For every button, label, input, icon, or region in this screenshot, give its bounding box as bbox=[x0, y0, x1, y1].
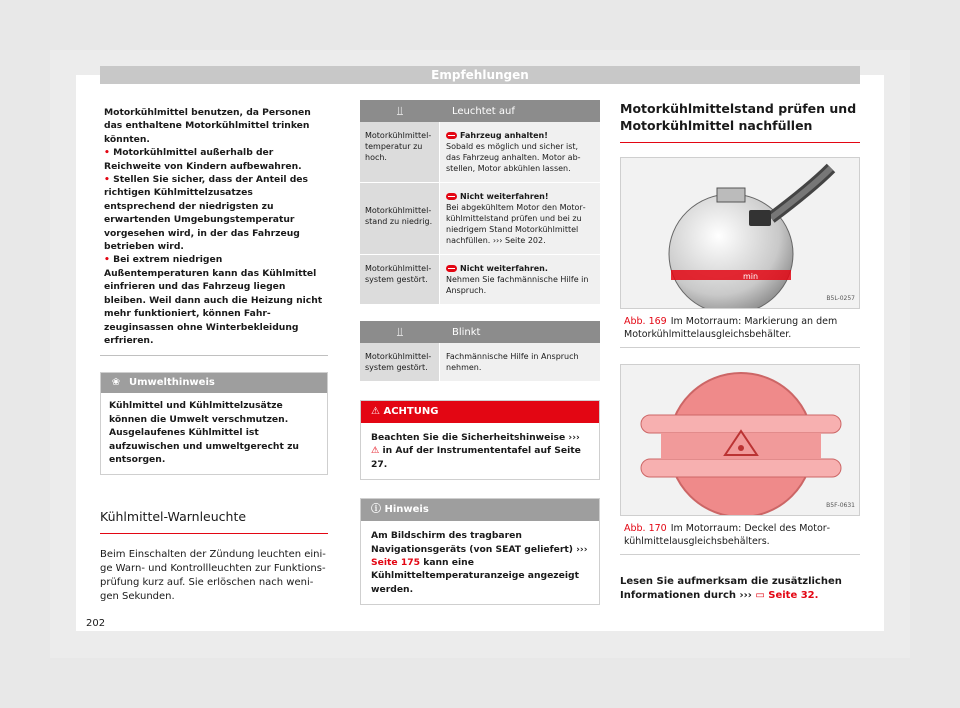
section-title: Motorkühlmittelstand prüfen und Motorkühlmittel nachfüllen bbox=[620, 100, 860, 143]
page-link[interactable]: Seite 175 bbox=[371, 557, 420, 569]
warning-table-blink bbox=[360, 321, 600, 382]
table-row: Motorkühlmittelsystem gestört. Nicht weiterfahren. Nehmen Sie fachmännische Hilfe in Anspruch. bbox=[360, 255, 600, 305]
reference-note: Lesen Sie aufmerksam die zusätzlichen Informationen durch ››› ▭ Seite 32. bbox=[620, 576, 842, 601]
table-row: Motorkühlmittelsystem gestört. Fachmännische Hilfe in Anspruch nehmen. bbox=[360, 343, 600, 382]
figure-caption: Abb. 169 Im Motorraum: Markierung an dem Motorkühlmittelausgleichsbehälter. bbox=[620, 309, 860, 348]
note-box: ⓘ Hinweis Am Bildschirm des tragbaren Navigationsgeräts (von SEAT geliefert) ››› Seite 175 kann eine Kühlmitteltemperaturanzeige angezeigt werden. bbox=[360, 498, 600, 605]
warning-table-on bbox=[360, 100, 600, 305]
column-middle bbox=[360, 100, 600, 605]
info-icon: ⓘ bbox=[371, 504, 385, 516]
warning-light-icon bbox=[446, 193, 457, 200]
caution-box: ⚠ ACHTUNG Beachten Sie die Sicherheitshinweise ››› ⚠ in Auf der Instrumententafel auf Seite 27. bbox=[360, 400, 600, 480]
table-header: Leuchtet auf bbox=[452, 105, 515, 117]
warning-item: • Bei extrem niedrigen Außentemperaturen kann das Kühlmittel einfrieren und das Fahrzeug liegen bleiben. Weil dann auch die Heizung nicht mehr funktioniert, können Fahrzeuginsassen ohne Winterbekleidung erfrieren. bbox=[104, 254, 323, 346]
section-title: Kühlmittel-Warnleuchte bbox=[100, 509, 328, 534]
page-link[interactable]: Seite 32. bbox=[768, 590, 819, 601]
figure-coolant-reservoir bbox=[620, 157, 860, 309]
warning-light-icon bbox=[446, 132, 457, 139]
warning-continuation bbox=[100, 100, 328, 356]
figure-code: B5L-0257 bbox=[826, 295, 855, 302]
note-title: Hinweis bbox=[384, 504, 429, 516]
table-row: Motorkühlmitteltemperatur zu hoch. Fahrzeug anhalten! Sobald es möglich und sicher ist, das Fahrzeug anhalten. Motor abstellen, Motor abkühlen lassen. bbox=[360, 122, 600, 183]
warning-triangle-icon: ⚠ bbox=[371, 406, 384, 417]
warning-item: • Motorkühlmittel außerhalb der Reichweite von Kindern aufbewahren. bbox=[104, 147, 302, 172]
environment-title: Umwelthinweis bbox=[129, 377, 215, 389]
environment-note bbox=[100, 372, 328, 475]
figure-caption: Abb. 170 Im Motorraum: Deckel des Motorkühlmittelausgleichsbehälters. bbox=[620, 516, 860, 555]
environment-icon: ❀ bbox=[111, 377, 121, 389]
environment-text: Kühlmittel und Kühlmittelzusätze können die Umwelt verschmutzen. Ausgelaufenes Kühlmittel ist aufzuwischen und umweltgerecht zu entsorgen. bbox=[109, 400, 299, 465]
page-header: Empfehlungen bbox=[100, 66, 860, 84]
coolant-temp-icon: ⫫ bbox=[396, 103, 404, 118]
section-text: Beim Einschalten der Zündung leuchten einige Warn- und Kontrollleuchten zur Funktionsprüfung kurz auf. Sie erlöschen nach wenigen Sekunden. bbox=[100, 549, 326, 603]
column-left bbox=[100, 100, 328, 604]
figure-reservoir-cap bbox=[620, 364, 860, 516]
warning-triangle-icon: ⚠ bbox=[371, 445, 380, 457]
figure-code: B5F-0631 bbox=[826, 502, 855, 509]
coolant-temp-icon: ⫫ bbox=[396, 324, 404, 339]
warning-item: • Stellen Sie sicher, dass der Anteil des richtigen Kühlmittelzusatzes entsprechend der niedrigsten zu erwartenden Umgebungstemperatur vorgesehen wird, in der das Fahrzeug betrieben wird. bbox=[104, 174, 308, 253]
book-icon: ▭ bbox=[755, 590, 765, 601]
table-row: Motorkühlmittelstand zu niedrig. Nicht weiterfahren! Bei abgekühltem Motor den Motorkühlmittelstand prüfen und bei zu niedrigem Stand Motorkühlmittel nachfüllen. ››› Seite 202. bbox=[360, 183, 600, 255]
warning-intro: Motorkühlmittel benutzen, da Personen das enthaltene Motorkühlmittel trinken könnten. bbox=[104, 107, 311, 145]
warning-light-icon bbox=[446, 265, 457, 272]
caution-title: ACHTUNG bbox=[383, 406, 439, 417]
svg-text:min: min bbox=[743, 272, 759, 281]
table-header: Blinkt bbox=[452, 326, 481, 338]
column-right bbox=[620, 100, 860, 603]
page-number: 202 bbox=[86, 618, 106, 629]
